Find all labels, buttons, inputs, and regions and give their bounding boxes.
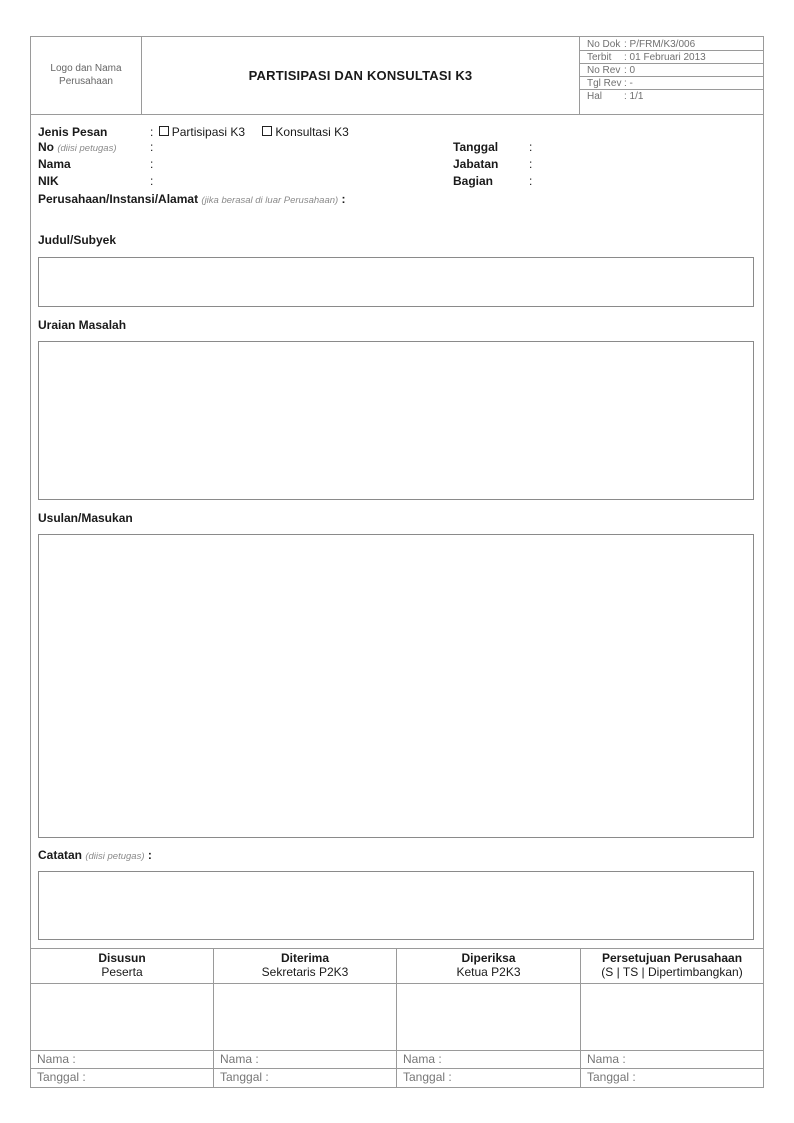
nik-colon: : xyxy=(150,174,154,188)
logo-text: Logo dan Nama Perusahaan xyxy=(50,63,122,87)
signature-role: Ketua P2K3 xyxy=(456,965,521,979)
signature-persetujuan xyxy=(581,948,763,1088)
catatan-label-text: Catatan xyxy=(38,848,83,862)
partisipasi-option-label: Partisipasi K3 xyxy=(171,125,246,139)
signature-tanggal: Tanggal : xyxy=(37,1070,86,1084)
form-title xyxy=(142,36,579,114)
signature-area[interactable] xyxy=(214,984,396,1050)
signature-title: Persetujuan Perusahaan xyxy=(601,951,743,965)
signature-nama: Nama : xyxy=(403,1052,442,1066)
judul-subyek-field[interactable] xyxy=(38,257,754,307)
header-bottom-divider xyxy=(30,114,764,115)
perusahaan-hint: (jika berasal di luar Perusahaan) xyxy=(201,195,339,206)
catatan-label xyxy=(38,848,152,864)
bagian-colon: : xyxy=(529,174,533,188)
catatan-hint: (diisi petugas) xyxy=(85,851,145,862)
signature-area[interactable] xyxy=(31,984,213,1050)
colon: : xyxy=(147,848,152,862)
signature-role: Sekretaris P2K3 xyxy=(261,965,349,979)
signature-header xyxy=(581,948,763,984)
signature-role: (S | TS | Dipertimbangkan) xyxy=(601,965,743,979)
signature-area[interactable] xyxy=(397,984,580,1050)
usulan-masukan-label: Usulan/Masukan xyxy=(38,511,133,525)
judul-subyek-label: Judul/Subyek xyxy=(38,233,117,247)
signature-header xyxy=(397,948,580,984)
tanggal-colon: : xyxy=(529,140,533,154)
no-hint: (diisi petugas) xyxy=(57,143,117,154)
signature-role: Peserta xyxy=(101,965,143,979)
meta-value: : P/FRM/K3/006 xyxy=(624,39,696,50)
catatan-field[interactable] xyxy=(38,871,754,940)
colon: : xyxy=(341,192,346,206)
company-logo-placeholder xyxy=(31,36,141,114)
signature-nama: Nama : xyxy=(37,1052,76,1066)
signature-tanggal: Tanggal : xyxy=(587,1070,636,1084)
meta-key: No Dok xyxy=(587,39,621,50)
tanggal-label: Tanggal xyxy=(453,140,499,154)
jabatan-colon: : xyxy=(529,157,533,171)
no-colon: : xyxy=(150,140,154,154)
signature-diperiksa xyxy=(397,948,580,1088)
meta-no-dok xyxy=(580,38,764,51)
meta-key: No Rev xyxy=(587,65,621,76)
meta-value: : 01 Februari 2013 xyxy=(624,52,706,63)
meta-value: : - xyxy=(624,78,633,89)
bagian-label: Bagian xyxy=(453,174,494,188)
signature-nama: Nama : xyxy=(220,1052,259,1066)
form-title-text: PARTISIPASI DAN KONSULTASI K3 xyxy=(248,67,473,83)
meta-key: Terbit xyxy=(587,52,612,63)
partisipasi-checkbox[interactable] xyxy=(159,126,169,136)
colon: : xyxy=(150,125,154,139)
perusahaan-label xyxy=(38,192,346,208)
meta-tgl-rev xyxy=(580,77,764,90)
jenis-pesan-label: Jenis Pesan xyxy=(38,125,108,139)
uraian-masalah-label: Uraian Masalah xyxy=(38,318,127,332)
signature-header xyxy=(214,948,396,984)
jabatan-label: Jabatan xyxy=(453,157,499,171)
no-label-text: No xyxy=(38,140,54,154)
konsultasi-option-label: Konsultasi K3 xyxy=(275,125,349,139)
jenis-pesan-options xyxy=(150,125,349,139)
konsultasi-checkbox[interactable] xyxy=(262,126,272,136)
signature-title: Diterima xyxy=(280,951,330,965)
meta-value: : 1/1 xyxy=(624,91,644,102)
meta-key: Tgl Rev xyxy=(587,78,622,89)
nama-label: Nama xyxy=(38,157,71,171)
signature-title: Diperiksa xyxy=(461,951,516,965)
nama-colon: : xyxy=(150,157,154,171)
signature-area[interactable] xyxy=(581,984,763,1050)
meta-key: Hal xyxy=(587,91,603,102)
signature-title: Disusun xyxy=(98,951,146,965)
signature-disusun xyxy=(31,948,213,1088)
meta-no-rev xyxy=(580,64,764,77)
nik-label: NIK xyxy=(38,174,59,188)
perusahaan-label-text: Perusahaan/Instansi/Alamat xyxy=(38,192,199,206)
meta-terbit xyxy=(580,51,764,64)
meta-hal xyxy=(580,90,764,103)
signature-header xyxy=(31,948,213,984)
uraian-masalah-field[interactable] xyxy=(38,341,754,500)
signature-diterima xyxy=(214,948,396,1088)
meta-value: : 0 xyxy=(624,65,636,76)
usulan-masukan-field[interactable] xyxy=(38,534,754,838)
signature-tanggal: Tanggal : xyxy=(403,1070,452,1084)
signature-nama: Nama : xyxy=(587,1052,626,1066)
signature-tanggal: Tanggal : xyxy=(220,1070,269,1084)
no-label xyxy=(38,140,116,156)
